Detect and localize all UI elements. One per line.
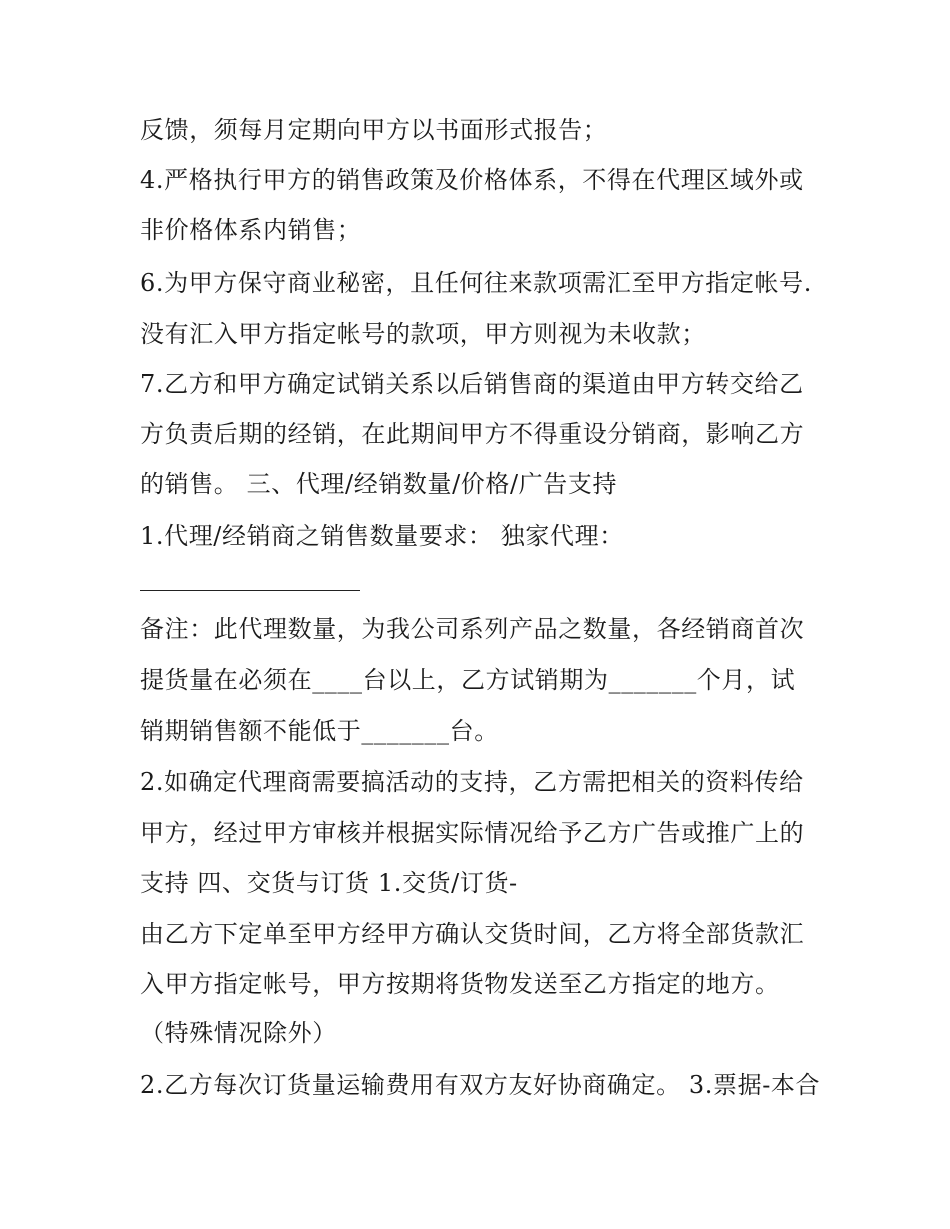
text-line: 1.代理/经销商之销售数量要求： 独家代理： (140, 522, 624, 550)
text-line: 反馈，须每月定期向甲方以书面形式报告； (140, 116, 608, 144)
text-line: 方负责后期的经销，在此期间甲方不得重设分销商，影响乙方 (140, 420, 805, 448)
text-line: 支持 四、交货与订货 1.交货/订货- (140, 869, 518, 897)
text-line: 销期销售额不能低于_______台。 (140, 717, 499, 745)
text-line: 甲方，经过甲方审核并根据实际情况给予乙方广告或推广上的 (140, 819, 805, 847)
text-line: 2.如确定代理商需要搞活动的支持，乙方需把相关的资料传给 (140, 768, 804, 796)
text-line: 6.为甲方保守商业秘密，且任何往来款项需汇至甲方指定帐号. (140, 269, 812, 297)
text-line: 7.乙方和甲方确定试销关系以后销售商的渠道由甲方转交给乙 (140, 370, 804, 398)
text-line: 由乙方下定单至甲方经甲方确认交货时间，乙方将全部货款汇 (140, 920, 805, 948)
text-line: 入甲方指定帐号，甲方按期将货物发送至乙方指定的地方。 (140, 970, 780, 998)
text-line: 非价格体系内销售； (140, 216, 362, 244)
text-line: （特殊情况除外） (140, 1019, 337, 1047)
text-line: 的销售。 三、代理/经销数量/价格/广告支持 (140, 470, 618, 498)
text-line: 4.严格执行甲方的销售政策及价格体系，不得在代理区域外或 (140, 166, 804, 194)
text-line: 2.乙方每次订货量运输费用有双方友好协商确定。 3.票据-本合 (140, 1071, 821, 1099)
text-line: 备注：此代理数量，为我公司系列产品之数量，各经销商首次 (140, 615, 805, 643)
text-line: 提货量在必须在____台以上，乙方试销期为_______个月，试 (140, 666, 796, 694)
fill-in-blank-line (140, 590, 360, 591)
text-line: 没有汇入甲方指定帐号的款项，甲方则视为未收款； (140, 320, 706, 348)
